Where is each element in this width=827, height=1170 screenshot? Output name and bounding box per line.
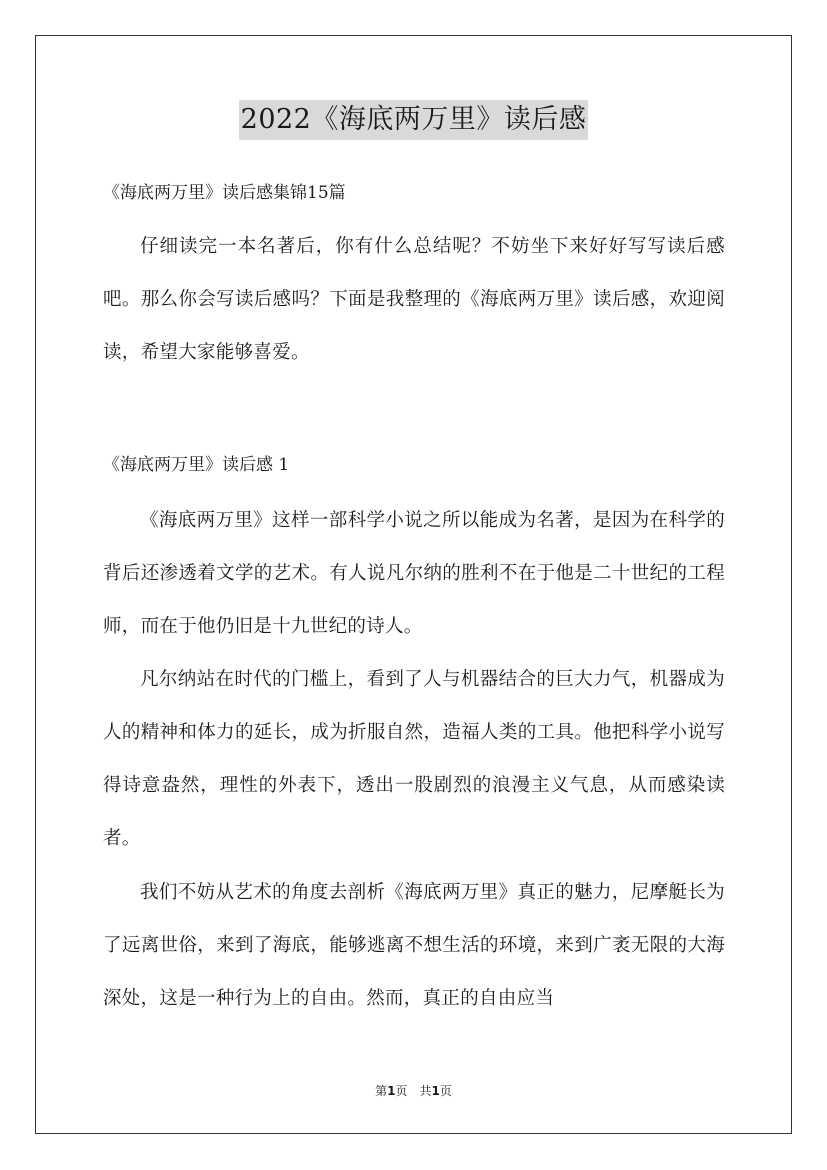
section-heading: 《海底两万里》读后感 1: [103, 455, 290, 475]
footer-page-mid: 页 共: [395, 1084, 432, 1098]
footer-page-suffix: 页: [439, 1084, 452, 1098]
footer-page-total: 1: [431, 1084, 440, 1098]
body-paragraph-3: 我们不妨从艺术的角度去剖析《海底两万里》真正的魅力，尼摩艇长为了远离世俗，来到了海底，能够逃离不想生活的环境，来到广袤无限的大海深处，这是一种行为上的自由。然而，真正的自由应当: [103, 882, 725, 1009]
body-paragraph-2: 凡尔纳站在时代的门槛上，看到了人与机器结合的巨大力气，机器成为人的精神和体力的延长，成为折服自然，造福人类的工具。他把科学小说写得诗意盎然，理性的外表下，透出一股剧烈的浪漫主义气息，从而感染读者。: [103, 669, 725, 849]
page-footer: [0, 1082, 827, 1100]
document-subtitle: 《海底两万里》读后感集锦15篇: [103, 183, 346, 203]
title-container: [0, 100, 827, 140]
body-paragraph-1: 《海底两万里》这样一部科学小说之所以能成为名著，是因为在科学的背后还渗透着文学的艺术。有人说凡尔纳的胜利不在于他是二十世纪的工程师，而在于他仍旧是十九世纪的诗人。: [103, 510, 725, 637]
intro-paragraph: 仔细读完一本名著后，你有什么总结呢？不妨坐下来好好写写读后感吧。那么你会写读后感吗？下面是我整理的《海底两万里》读后感，欢迎阅读，希望大家能够喜爱。: [103, 236, 725, 363]
document-title: 2022《海底两万里》读后感: [239, 100, 589, 140]
footer-page-prefix: 第: [375, 1084, 388, 1098]
footer-page-number: 1: [387, 1084, 396, 1098]
